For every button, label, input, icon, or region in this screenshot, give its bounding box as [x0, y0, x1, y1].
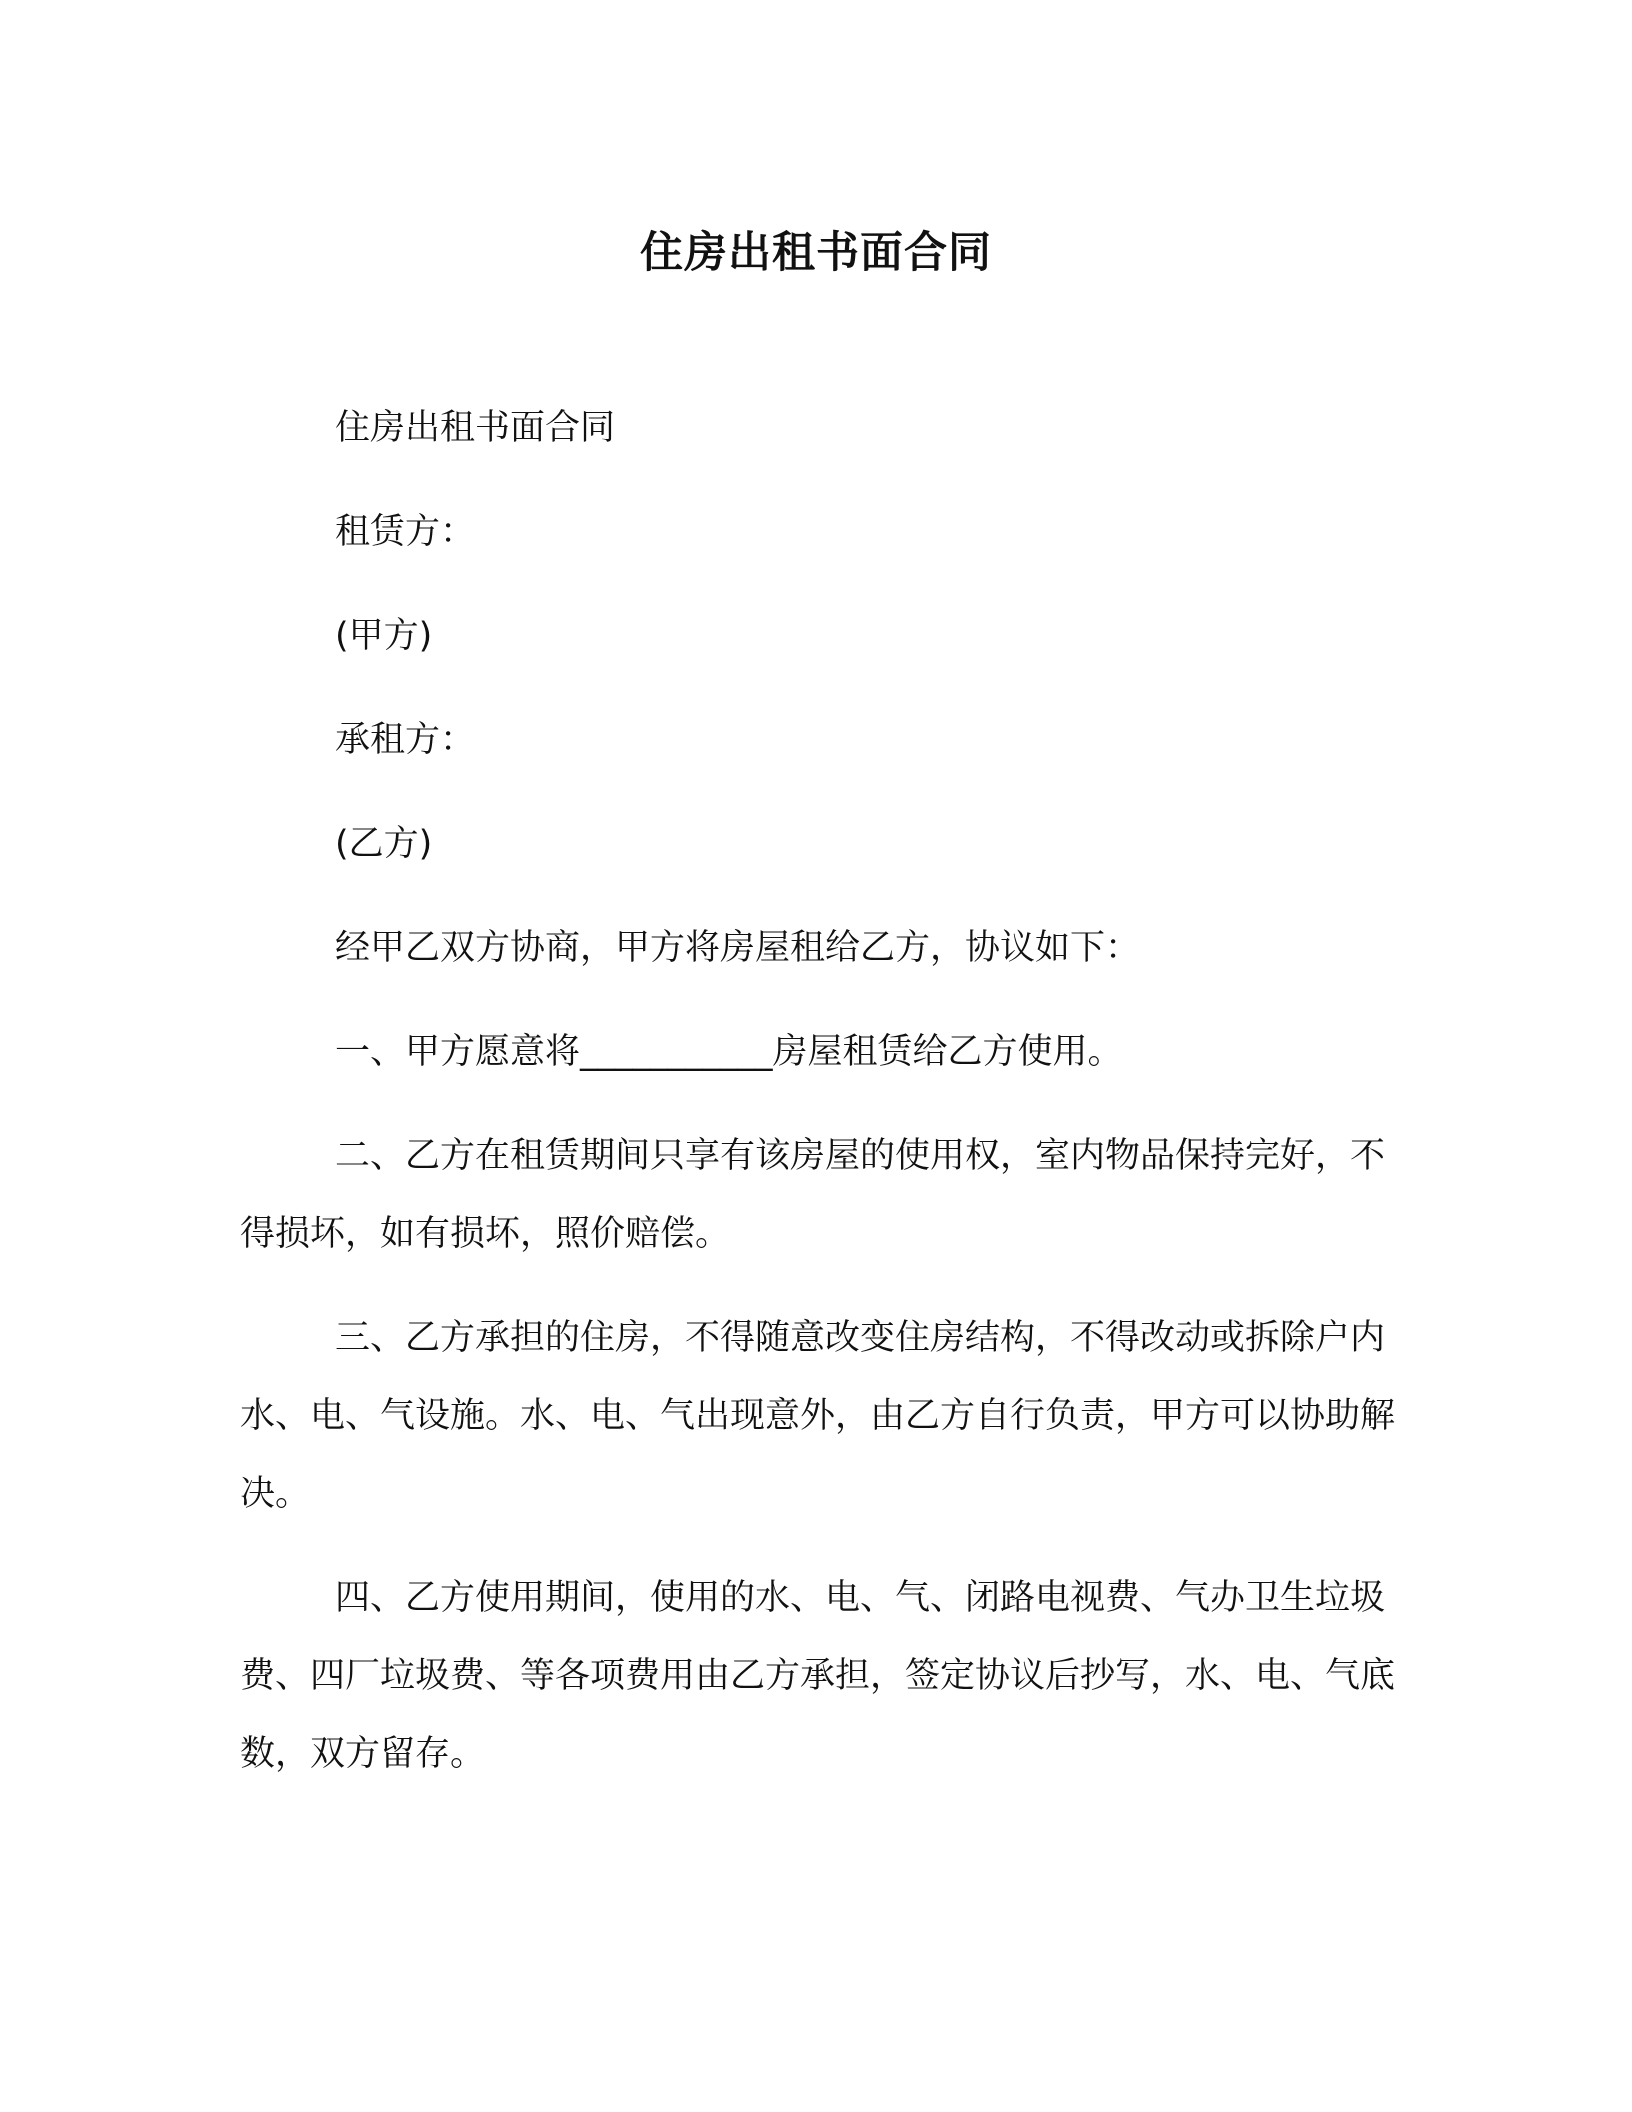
paragraph-lessee-label: 承租方：: [335, 720, 476, 760]
document-body: [240, 389, 1405, 1819]
paragraph-party-a: (甲方): [335, 616, 433, 656]
paragraph-subtitle: 住房出租书面合同: [335, 408, 616, 448]
paragraph-clause-3: 三、乙方承担的住房，不得随意改变住房结构，不得改动或拆除户内水、电、气设施。水、电、气出现意外，由乙方自行负责，甲方可以协助解决。: [240, 1318, 1396, 1514]
paragraph-clause-1: 一、甲方愿意将___________房屋租赁给乙方使用。: [335, 1032, 1123, 1072]
document-title: 住房出租书面合同: [640, 228, 992, 278]
paragraph-clause-2: 二、乙方在租赁期间只享有该房屋的使用权，室内物品保持完好，不得损坏，如有损坏，照价赔偿。: [240, 1136, 1386, 1254]
paragraph-clause-4: 四、乙方使用期间，使用的水、电、气、闭路电视费、气办卫生垃圾费、四厂垃圾费、等各项费用由乙方承担，签定协议后抄写，水、电、气底数，双方留存。: [240, 1578, 1396, 1774]
paragraph-lessor-label: 租赁方：: [335, 512, 476, 552]
paragraph-agreement-intro: 经甲乙双方协商，甲方将房屋租给乙方，协议如下：: [335, 928, 1141, 968]
paragraph-party-b: (乙方): [335, 824, 433, 864]
